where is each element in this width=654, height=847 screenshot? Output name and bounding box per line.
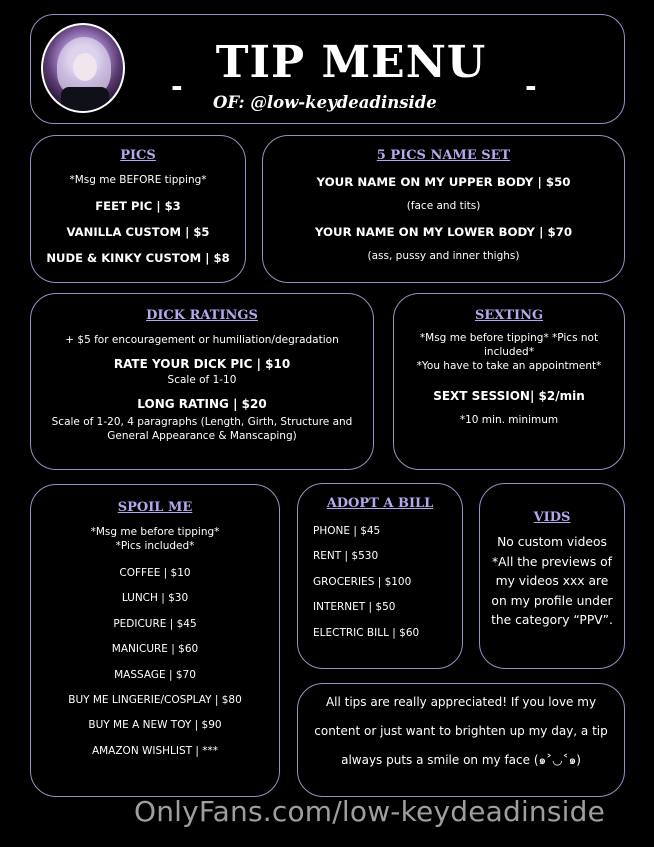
list-item: PHONE | $45 xyxy=(313,525,381,537)
list-item: AMAZON WISHLIST | *** xyxy=(91,744,219,757)
list-item: BUY ME A NEW TOY | $90 xyxy=(88,719,222,732)
page-title: TIP MENU xyxy=(215,37,487,88)
dick-ratings-panel xyxy=(30,293,374,470)
sexting-session: SEXT SESSION| $2/min xyxy=(433,389,585,403)
pics-item-nude: NUDE & KINKY CUSTOM | $8 xyxy=(46,251,230,265)
dick-ratings-heading: DICK RATINGS xyxy=(146,308,258,323)
spoil-me-heading: SPOIL ME xyxy=(117,500,193,515)
vids-heading: VIDS xyxy=(533,510,571,525)
list-item: BUY ME LINGERIE/COSPLAY | $80 xyxy=(68,693,242,706)
list-item: PEDICURE | $45 xyxy=(113,617,197,630)
list-item: LUNCH | $30 xyxy=(121,592,189,605)
name-set-panel xyxy=(262,135,625,283)
list-item: RENT | $530 xyxy=(313,550,379,563)
spoil-me-panel xyxy=(30,484,280,797)
dick-ratings-rate-note: Scale of 1-10 xyxy=(167,374,237,386)
sexting-heading: SEXTING xyxy=(474,308,544,323)
adopt-bill-heading: ADOPT A BILL xyxy=(326,496,434,511)
thank-you-panel xyxy=(297,683,625,797)
title-dash-right: - xyxy=(525,70,537,103)
header-panel xyxy=(30,14,625,124)
spoil-me-list xyxy=(31,561,279,764)
list-item: GROCERIES | $100 xyxy=(313,575,412,588)
name-set-upper: YOUR NAME ON MY UPPER BODY | $50 xyxy=(316,175,571,189)
adopt-bill-panel xyxy=(297,483,463,669)
list-item: MASSAGE | $70 xyxy=(114,668,196,681)
sexting-minimum: *10 min. minimum xyxy=(459,414,559,426)
name-set-upper-note: (face and tits) xyxy=(406,200,481,212)
title-dash-left: - xyxy=(171,70,183,103)
dick-ratings-rate: RATE YOUR DICK PIC | $10 xyxy=(113,357,291,371)
spoil-me-note-pics: *Pics included* xyxy=(115,540,195,552)
sexting-note: *Msg me before tipping* *Pics not included* xyxy=(419,332,599,358)
pics-panel xyxy=(30,135,246,283)
pics-item-vanilla: VANILLA CUSTOM | $5 xyxy=(66,225,210,239)
dick-ratings-long-note: Scale of 1-20, 4 paragraphs (Length, Girth, Structure and General Appearance & Manscaping) xyxy=(51,416,353,442)
list-item: MANICURE | $60 xyxy=(111,643,199,656)
adopt-bill-list xyxy=(313,519,462,646)
avatar xyxy=(41,23,125,113)
vids-text: No custom videos *All the previews of my videos xxx are on my profile under the category “PPV”. xyxy=(491,535,613,628)
list-item: ELECTRIC BILL | $60 xyxy=(313,626,420,639)
dick-ratings-note: + $5 for encouragement or humiliation/degradation xyxy=(65,334,339,346)
name-set-lower-note: (ass, pussy and inner thighs) xyxy=(367,250,520,262)
name-set-lower: YOUR NAME ON MY LOWER BODY | $70 xyxy=(314,225,573,239)
name-set-heading: 5 PICS NAME SET xyxy=(376,148,511,163)
dick-ratings-long: LONG RATING | $20 xyxy=(137,397,267,411)
sexting-note-appointment: *You have to take an appointment* xyxy=(416,360,602,372)
vids-panel xyxy=(479,483,625,669)
thank-you-text: All tips are really appreciated! If you love my content or just want to brighten up my day, a tip always puts a smile on my face (๑˃◡˂๑) xyxy=(314,695,608,767)
profile-handle: OF: @low-keydeadinside xyxy=(213,93,437,112)
sexting-panel xyxy=(393,293,625,470)
pics-heading: PICS xyxy=(120,148,156,163)
pics-note: *Msg me BEFORE tipping* xyxy=(69,174,207,186)
spoil-me-note: *Msg me before tipping* xyxy=(90,526,220,538)
list-item: COFFEE | $10 xyxy=(119,567,191,579)
pics-item-feet: FEET PIC | $3 xyxy=(95,199,181,213)
watermark: OnlyFans.com/low-keydeadinside xyxy=(134,795,606,828)
list-item: INTERNET | $50 xyxy=(313,601,396,614)
